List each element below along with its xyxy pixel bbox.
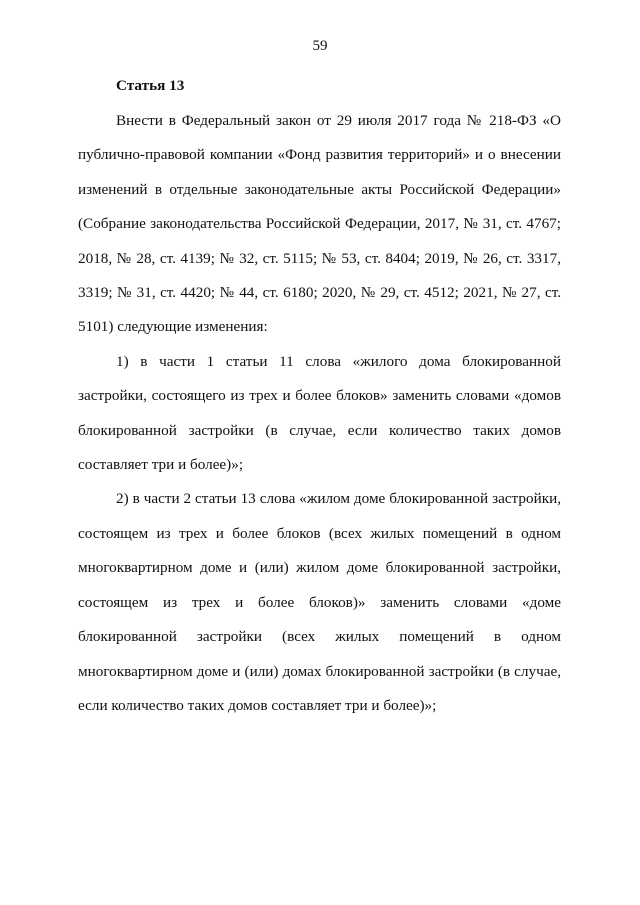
intro-paragraph: Внести в Федеральный закон от 29 июля 2017 года № 218-ФЗ «О публично-правовой компании «Фонд развития территорий» и о внесении изменений в отдельные законодательные акты Российской Федерации» (Собрание законодательства Российской Федерации, 2017, № 31, ст. 4767; 2018, № 28, ст. 4139; № 32, ст. 5115; № 53, ст. 8404; 2019, № 26, ст. 3317, 3319; № 31, ст. 4420; № 44, ст. 6180; 2020, № 29, ст. 4512; 2021, № 27, ст. 5101) следующие изменения: <box>78 112 561 336</box>
amendment-item-2: 2) в части 2 статьи 13 слова «жилом доме блокированной застройки, состоящем из трех и более блоков (всех жилых помещений в одном многоквартирном доме и (или) жилом доме блокированной застройки, состоящем из трех и более блоков)» заменить словами «доме блокированной застройки (всех жилых помещений в одном многоквартирном доме и (или) домах блокированной застройки (в случае, если количество таких домов составляет три и более)»; <box>78 490 561 714</box>
amendment-item-1: 1) в части 1 статьи 11 слова «жилого дома блокированной застройки, состоящего из трех и более блоков» заменить словами «домов блокированной застройки (в случае, если количество таких домов составляет три и более)»; <box>78 352 561 474</box>
page-number: 59 <box>312 38 328 54</box>
document-body <box>78 76 561 723</box>
article-title: Статья 13 <box>116 77 185 94</box>
